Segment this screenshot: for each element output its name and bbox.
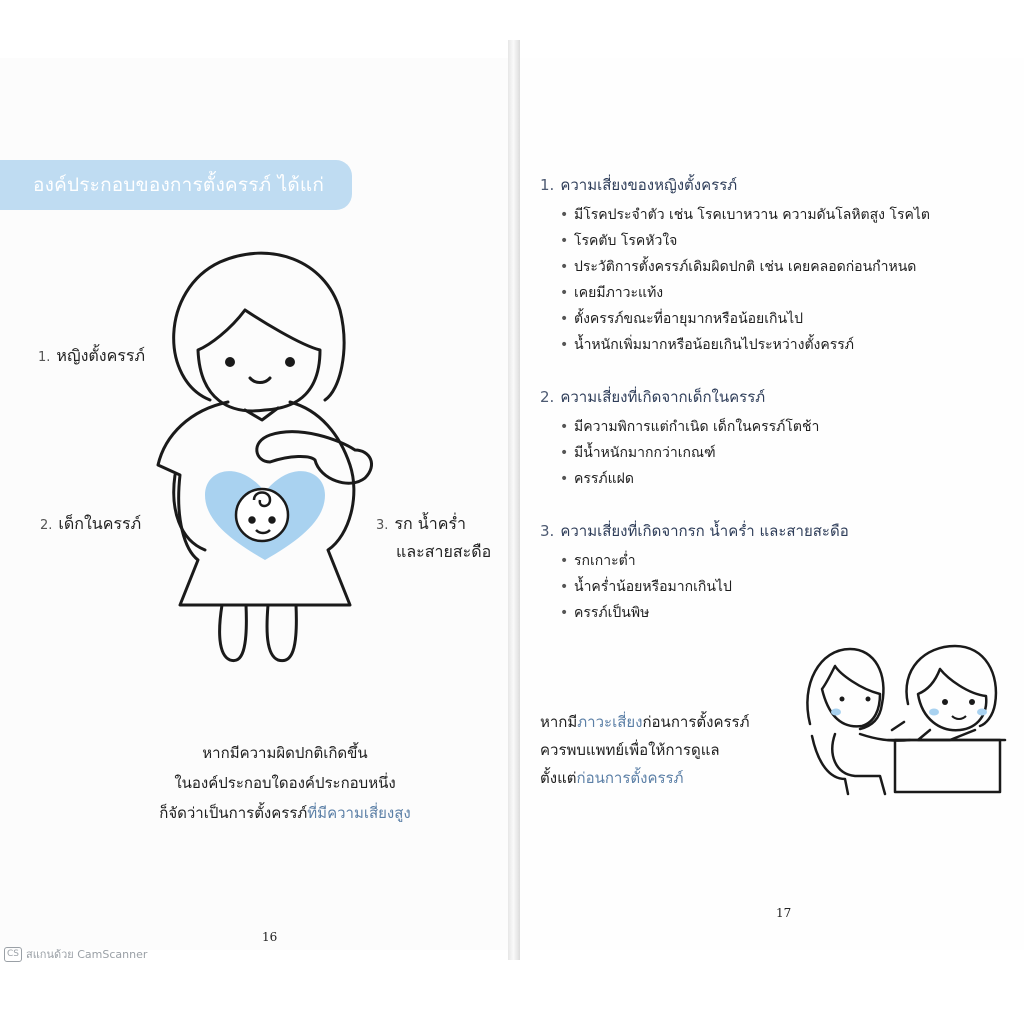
section-title: 1. ความเสี่ยงของหญิงตั้งครรภ์	[540, 176, 738, 194]
left-caption	[120, 738, 450, 828]
list-item-continued: • เคยมีภาวะแท้ง	[540, 280, 980, 306]
section-title: 3. ความเสี่ยงที่เกิดจากรก น้ำคร่ำ และสายสะดือ	[540, 522, 849, 540]
doctor-consultation-illustration	[800, 644, 1010, 804]
component-1-label: 1. หญิงตั้งครรภ์	[38, 346, 146, 365]
right-eye	[285, 357, 295, 367]
list-item: • ครรภ์เป็นพิษ	[540, 600, 980, 626]
list-item: • ตั้งครรภ์ขณะที่อายุมากหรือน้อยเกินไป	[540, 306, 980, 332]
left-caption-line3: ก็จัดว่าเป็นการตั้งครรภ์ที่มีความเสี่ยงสูง	[159, 804, 411, 822]
pregnant-woman-illustration	[150, 250, 380, 670]
left-eye	[225, 357, 235, 367]
left-caption-line1: หากมีความผิดปกติเกิดขึ้น	[202, 744, 368, 762]
section-title: 2. ความเสี่ยงที่เกิดจากเด็กในครรภ์	[540, 388, 766, 406]
risk-section-1	[540, 174, 980, 358]
list-item: • มีน้ำหนักมากกว่าเกณฑ์	[540, 440, 980, 466]
list-item: • มีโรคประจำตัว เช่น โรคเบาหวาน ความดันโลหิตสูง โรคไต	[540, 202, 980, 228]
right-caption-line2: ควรพบแพทย์เพื่อให้การดูแล	[540, 741, 720, 759]
hair	[174, 253, 344, 400]
page-number-right: 17	[776, 906, 792, 920]
component-2-label: 2. เด็กในครรภ์	[40, 514, 142, 533]
list-item-continued: • โรคตับ โรคหัวใจ	[540, 228, 980, 254]
face	[198, 310, 320, 411]
camscanner-watermark	[4, 945, 147, 963]
book-spine	[508, 40, 520, 960]
list-item: • น้ำคร่ำน้อยหรือมากเกินไป	[540, 574, 980, 600]
page-number-left: 16	[262, 930, 278, 944]
right-caption	[540, 708, 749, 792]
baby-face-icon	[236, 489, 288, 541]
legs	[220, 605, 247, 661]
camscanner-logo-icon: CS	[4, 947, 22, 962]
list-item: • รกเกาะต่ำ	[540, 548, 980, 574]
watermark-text: สแกนด้วย CamScanner	[26, 948, 148, 961]
risk-section-3	[540, 520, 980, 626]
list-item: • ครรภ์แฝด	[540, 466, 980, 492]
right-caption-line1: หากมีภาวะเสี่ยงก่อนการตั้งครรภ์	[540, 713, 750, 731]
list-item: • ประวัติการตั้งครรภ์เดิมผิดปกติ เช่น เคยคลอดก่อนกำหนด	[540, 254, 980, 280]
list-item: • มีความพิการแต่กำเนิด เด็กในครรภ์โตช้า	[540, 414, 980, 440]
risk-section-2	[540, 386, 980, 492]
banner-title: องค์ประกอบของการตั้งครรภ์ ได้แก่	[33, 174, 325, 196]
component-3-label: 3. รก น้ำคร่ำ	[376, 514, 466, 533]
right-caption-line3: ตั้งแต่ก่อนการตั้งครรภ์	[540, 769, 684, 787]
component-3-label-line2: และสายสะดือ	[396, 542, 492, 561]
left-caption-line2: ในองค์ประกอบใดองค์ประกอบหนึ่ง	[174, 774, 396, 792]
list-item: • น้ำหนักเพิ่มมากหรือน้อยเกินไประหว่างตั้งครรภ์	[540, 332, 980, 358]
